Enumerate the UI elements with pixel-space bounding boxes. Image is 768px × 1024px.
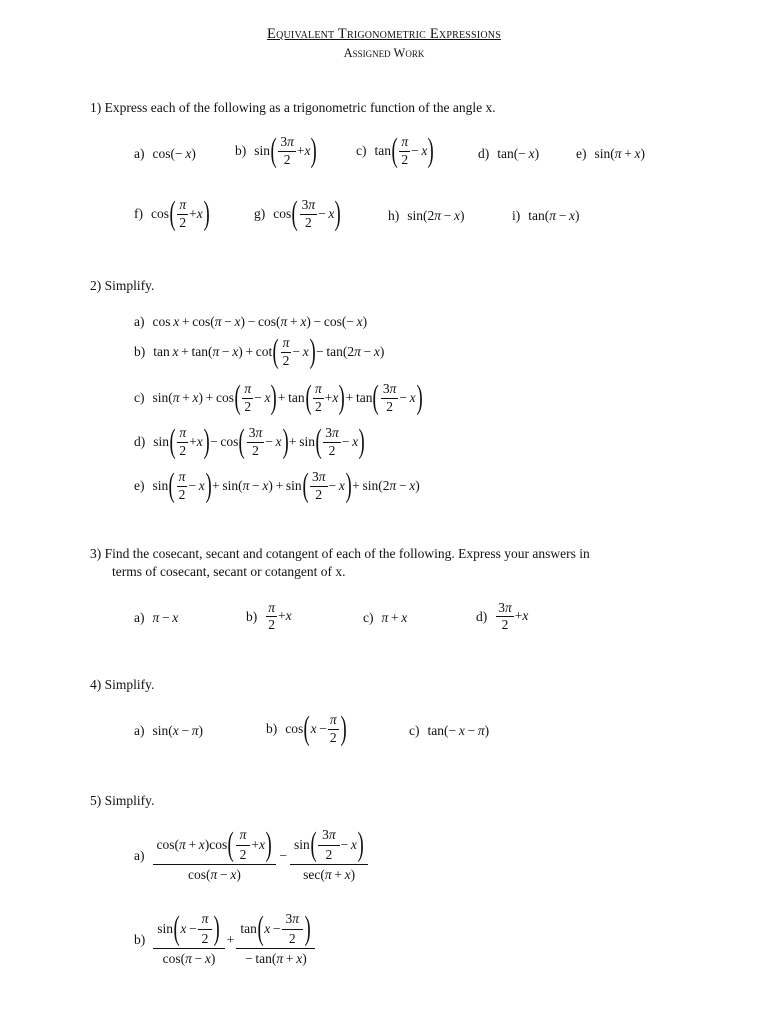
q5-expr-b-term2: tan ( x − 3 π 2 ) − tan( π + x ) [236, 912, 315, 967]
q2-label-b: b) [134, 344, 146, 359]
q4-expr-a: sin(x − π) [152, 723, 204, 738]
q3-item-a [134, 610, 178, 626]
q3-expr-d: $\frac{3\pi}{2}$ +x [498, 600, 529, 633]
q2-expr-e: sin ( $\frac{\pi}{2}$ − x ) + sin( π − x ) + sin ( $\frac{3\pi}{2}$ − x ) + sin(2 π − x ) [152, 467, 420, 504]
q1-label-g: g) [254, 206, 266, 221]
q3-expr-a: π − x [152, 610, 179, 625]
q5-expr-a-term1: cos( π + x )cos ( $\frac{\pi}{2}$ + x ) cos( π − x ) [153, 828, 277, 883]
q2-expr-c: sin( π + x ) + cos ( $\frac{\pi}{2}$ − x ) + tan ( $\frac{\pi}{2}$ + x ) + tan ( $\frac{3\pi}{2}$ − x ) [152, 379, 423, 416]
q1-expr-g: cos ( $\frac{3\pi}{2}$ − x ) [273, 195, 342, 232]
q2-label-c: c) [134, 390, 145, 405]
q1-item-a [134, 146, 196, 162]
q1-expr-a: cos(− x) [152, 146, 196, 161]
q5-expr-a-term2: sin ( 3 π 2 − x ) sec( π + x ) [290, 828, 368, 883]
q4-item-c [409, 723, 489, 739]
q3-item-d [476, 601, 528, 632]
q5-label-b: b) [134, 931, 146, 947]
q1-label-b: b) [235, 143, 247, 158]
q2-item-a [134, 314, 367, 330]
q2-label-a: a) [134, 314, 145, 329]
q1-expr-b: sin ( $\frac{3\pi}{2}$ + x ) [254, 132, 318, 169]
q4-label-c: c) [409, 723, 420, 738]
q5-expr-b-term1: sin ( x − $\frac{\pi}{2}$ ) cos( π − x ) [153, 912, 225, 967]
q5-label-a: a) [134, 847, 145, 863]
q1-label-a: a) [134, 146, 145, 161]
question-2-prompt: 2) Simplify. [90, 278, 155, 293]
q3-label-b: b) [246, 608, 258, 624]
q4-expr-b: cos ( x − $\frac{\pi}{2}$ ) [285, 710, 347, 747]
q5-item-a: a) cos( π + x )cos ( $\frac{\pi}{2}$ + x ) cos( π − x ) − sin ( 3 π 2 − x ) sec( π + x ) [134, 828, 368, 883]
q3-expr-c: π + x [381, 610, 408, 625]
q3-expr-b: $\frac{\pi}{2}$ +x [268, 600, 292, 633]
q1-item-b [235, 134, 318, 168]
q1-label-f: f) [134, 206, 143, 221]
q2-expr-b: tan x + tan( π − x ) + cot ( $\frac{\pi}{2}$ − x ) − tan(2 π − x ) [153, 333, 385, 370]
page-title: Equivalent Trigonometric Expressions [267, 26, 501, 42]
q2-item-e [134, 469, 420, 503]
q1-item-h [388, 208, 465, 224]
question-4-prompt: 4) Simplify. [90, 677, 155, 692]
q1-item-g [254, 197, 342, 231]
question-1-prompt: 1) Express each of the following as a trigonometric function of the angle x. [90, 100, 496, 115]
q1-label-c: c) [356, 143, 367, 158]
q1-expr-i: tan(π − x) [528, 208, 580, 223]
q1-item-d [478, 146, 539, 162]
q1-item-f [134, 197, 210, 231]
q1-expr-f: cos ( $\frac{\pi}{2}$ + x ) [151, 195, 210, 232]
q1-expr-c: tan ( $\frac{\pi}{2}$ − x ) [374, 132, 435, 169]
q1-expr-d: tan(− x) [497, 146, 540, 161]
q5-item-b: b) sin ( x − $\frac{\pi}{2}$ ) cos( π − x ) + tan ( x − 3 π 2 ) − tan( π + x ) [134, 912, 315, 967]
q3-label-a: a) [134, 610, 145, 625]
question-3-prompt-line1: 3) Find the cosecant, secant and cotangent of each of the following. Express your answers in [90, 546, 590, 561]
q3-label-d: d) [476, 608, 488, 624]
q2-label-d: d) [134, 434, 146, 449]
q4-label-a: a) [134, 723, 145, 738]
q2-item-d [134, 425, 365, 459]
q4-item-a [134, 723, 203, 739]
q3-label-c: c) [363, 610, 374, 625]
q4-item-b [266, 712, 347, 746]
q2-expr-d: sin ( $\frac{\pi}{2}$ + x ) − cos ( $\frac{3\pi}{2}$ − x ) + sin ( $\frac{3\pi}{2}$ − x ) [153, 423, 365, 460]
q1-label-i: i) [512, 208, 521, 223]
q1-label-e: e) [576, 146, 587, 161]
q1-item-e [576, 146, 645, 162]
q1-expr-h: sin(2π − x) [407, 208, 465, 223]
q1-item-i [512, 208, 580, 224]
page-subtitle: Assigned Work [343, 46, 425, 60]
q2-label-e: e) [134, 478, 145, 493]
q1-label-d: d) [478, 146, 490, 161]
q4-label-b: b) [266, 721, 278, 736]
q2-item-c [134, 381, 423, 415]
q4-expr-c: tan(− x − π) [427, 723, 490, 738]
q3-item-b [246, 601, 292, 632]
q3-item-c [363, 610, 407, 626]
q1-item-c [356, 134, 435, 168]
q2-item-b [134, 335, 384, 369]
question-3-prompt-line2: terms of cosecant, secant or cotangent of x. [112, 564, 346, 579]
question-5-prompt: 5) Simplify. [90, 793, 155, 808]
q1-expr-e: sin(π + x) [594, 146, 646, 161]
q2-expr-a: cos x + cos(π − x) − cos(π + x) − cos(− x) [152, 314, 368, 329]
q1-label-h: h) [388, 208, 400, 223]
